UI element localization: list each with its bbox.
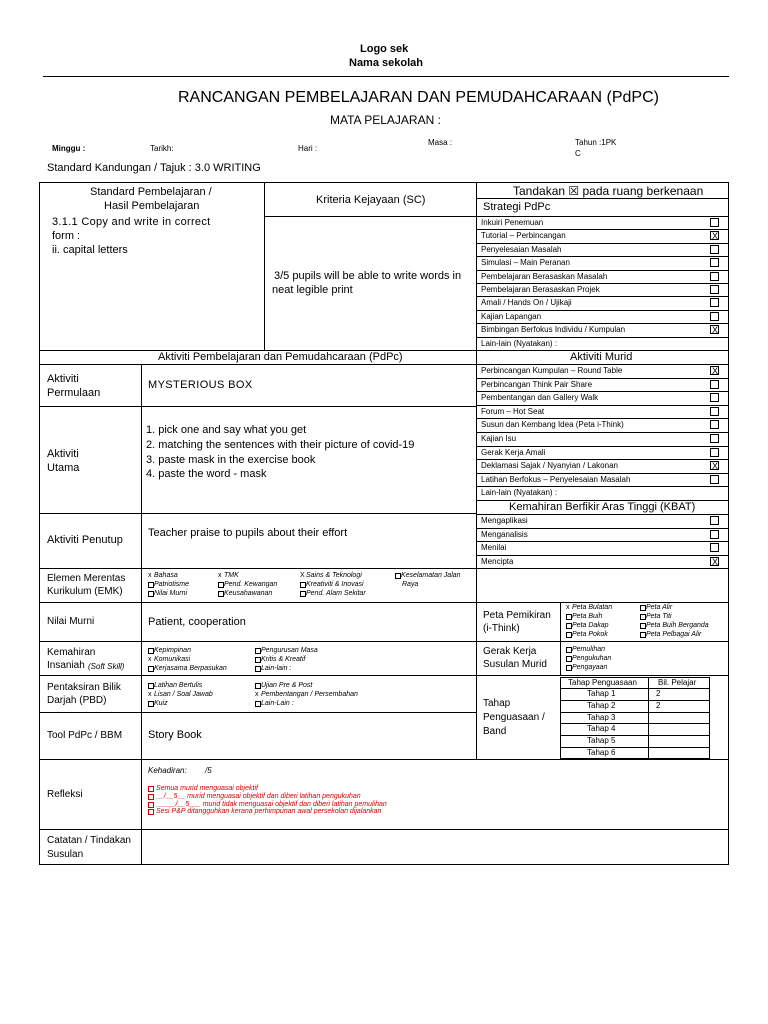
- pbd-label: Pentaksiran Bilik: [47, 682, 121, 693]
- strategi-item-label: Penyelesaian Masalah: [481, 244, 562, 254]
- insaniah-soft-skill: (Soft Skill): [88, 662, 125, 671]
- emk-item-label: Pend. Kewangan: [224, 581, 278, 588]
- hari-label: Hari :: [298, 144, 318, 153]
- tahap-row-divider: [560, 700, 710, 701]
- murid-item-label: Perbincangan Think Pair Share: [481, 379, 593, 389]
- tahap-row-level: Tahap 2: [587, 700, 616, 710]
- gerak-item-label: Pemulihan: [572, 646, 606, 653]
- nilai-text: Patient, cooperation: [148, 616, 246, 628]
- murid-item-checkbox[interactable]: [710, 420, 719, 429]
- sc-line2: neat legible print: [272, 284, 353, 296]
- standard-kandungan: Standard Kandungan / Tajuk : 3.0 WRITING: [47, 162, 261, 174]
- kehadiran-label: Kehadiran:: [148, 766, 187, 775]
- tahap-label: Tahap: [483, 698, 511, 709]
- kbat-item-checkbox[interactable]: [710, 530, 719, 539]
- permulaan-label-2: Permulaan: [47, 387, 101, 399]
- utama-line-3: 3. paste mask in the exercise book: [146, 454, 316, 466]
- tahap-row-divider: [560, 747, 710, 748]
- emk-item-label: Bahasa: [154, 572, 178, 579]
- penutup-label: Aktiviti Penutup: [47, 534, 123, 546]
- row-divider: [476, 486, 729, 487]
- murid-item-label: Susun dan Kembang Idea (Peta i-Think): [481, 420, 624, 430]
- emk-item-label: Nilai Murni: [154, 590, 188, 597]
- strategi-item-label: Pembelajaran Berasaskan Projek: [481, 285, 600, 294]
- gerak-item-label: Pengukuhan: [572, 655, 612, 662]
- tahap-col1: Tahap Penguasaan: [568, 678, 637, 687]
- nilai-label: Nilai Murni: [47, 616, 95, 627]
- strategi-item-label: Amali / Hands On / Ujikaji: [481, 298, 572, 308]
- strategi-item-checkbox[interactable]: [710, 245, 719, 254]
- strategi-item-label: Inkuiri Penemuan: [481, 218, 544, 227]
- emk-item-mark: X: [300, 572, 305, 579]
- pbd-item-label: Ujian Pre & Post: [261, 682, 313, 689]
- sp-line2: form :: [52, 230, 81, 242]
- tahap-label-3: Band: [483, 726, 507, 737]
- pbd-label-2: Darjah (PBD): [47, 695, 107, 706]
- murid-item-checkbox[interactable]: [710, 475, 719, 484]
- tahap-row-level: Tahap 6: [587, 748, 616, 757]
- kbat-item-label: Mengaplikasi: [481, 516, 528, 525]
- peta-item-label: Peta Dakap: [572, 622, 609, 629]
- page-title: RANCANGAN PEMBELAJARAN DAN PEMUDAHCARAAN (PdPC): [178, 89, 659, 106]
- emk-item-label: Keselamatan Jalan: [401, 572, 461, 579]
- strategi-item-label: Pembelajaran Berasaskan Masalah: [481, 271, 608, 281]
- refleksi-line: __/__5__ murid menguasai objektif dan diberi latihan pengukuhan: [156, 792, 361, 800]
- emk-item-label: Sains & Teknologi: [306, 572, 362, 579]
- peta-label: Peta Pemikiran: [483, 610, 551, 621]
- gerak-label: Gerak Kerja: [483, 646, 537, 657]
- murid-item-checkbox[interactable]: [710, 380, 719, 389]
- pbd-item-mark: x: [148, 691, 152, 698]
- kbat-header: Kemahiran Berfikir Aras Tinggi (KBAT): [509, 501, 696, 513]
- row-divider: [476, 473, 729, 474]
- tahap-row-level: Tahap 1: [587, 689, 616, 698]
- strategi-item-mark: X: [712, 325, 719, 336]
- refleksi-checkbox[interactable]: [148, 809, 154, 815]
- tool-label: Tool PdPc / BBM: [47, 730, 123, 741]
- murid-item-label: Kajian Isu: [481, 434, 517, 443]
- murid-item-label: Forum – Hot Seat: [481, 406, 545, 416]
- tahun-label: Tahun :1PK: [575, 138, 617, 147]
- refleksi-line: Semua murid menguasai objektif: [156, 785, 258, 792]
- row-divider: [476, 405, 729, 406]
- emk-item-label: Keusahawanan: [224, 590, 273, 597]
- tahun-label-2: C: [575, 149, 581, 158]
- row-divider: [476, 541, 729, 542]
- row-divider: [476, 418, 729, 419]
- insaniah-label-2: Insaniah: [47, 660, 85, 671]
- activity-header: Aktiviti Pembelajaran dan Pemudahcaraan (PdPc): [158, 351, 403, 363]
- strategi-item-label: Tutorial – Perbincangan: [481, 231, 566, 241]
- row-divider: [476, 243, 729, 244]
- catatan-label: Catatan / Tindakan: [47, 835, 131, 846]
- tahap-row-level: Tahap 5: [587, 736, 616, 746]
- insaniah-item-label: Pengurusan Masa: [261, 647, 318, 654]
- strategi-item-checkbox[interactable]: [710, 285, 719, 294]
- sp-line3: ii. capital letters: [52, 244, 128, 256]
- emk-item-mark: x: [218, 572, 222, 579]
- peta-item-label: Peta Buih Berganda: [646, 622, 709, 629]
- kbat-item-checkbox[interactable]: [710, 516, 719, 525]
- pbd-item-label: Kuiz: [154, 700, 168, 707]
- catatan-label-2: Susulan: [47, 849, 84, 860]
- insaniah-item-mark: x: [148, 656, 152, 663]
- permulaan-text: MYSTERIOUS BOX: [148, 379, 253, 391]
- sp-header-2: Hasil Pembelajaran: [104, 200, 200, 212]
- kbat-item-checkbox[interactable]: [710, 543, 719, 552]
- peta-item-label: Peta Buih: [572, 613, 603, 620]
- murid-item-label: Deklamasi Sajak / Nyanyian / Lakonan: [481, 461, 618, 471]
- tahap-row-divider: [560, 712, 710, 713]
- strategi-header: Strategi PdPc: [483, 201, 551, 213]
- kbat-item-label: Mencipta: [481, 556, 514, 566]
- kehadiran-value: /5: [205, 766, 212, 775]
- pbd-item-label: Lain-Lain :: [261, 700, 294, 707]
- refleksi-line: _____/__5___ murid tidak menguasai objektif dan diberi latihan pemulihan: [156, 800, 387, 808]
- sc-header: Kriteria Kejayaan (SC): [316, 194, 426, 206]
- strategi-item-label: Kajian Lapangan: [481, 311, 542, 321]
- refleksi-checkbox[interactable]: [148, 794, 154, 800]
- murid-item-label: Latihan Berfokus – Penyelesaian Masalah: [481, 474, 631, 484]
- strategi-item-checkbox[interactable]: [710, 218, 719, 227]
- permulaan-label: Aktiviti: [47, 373, 79, 385]
- minggu-label: Minggu :: [52, 144, 86, 153]
- emk-item-label: TMK: [224, 572, 239, 579]
- logo-text: Logo sek: [360, 43, 409, 55]
- strategi-item-label: Lain-lain (Nyatakan) :: [481, 338, 558, 348]
- tandakan-instruction: Tandakan ☒ pada ruang berkenaan: [513, 184, 704, 198]
- strategi-item-checkbox[interactable]: [710, 258, 719, 267]
- peta-item-label: Peta Pelbagai Alir: [646, 631, 702, 638]
- murid-item-checkbox[interactable]: [710, 434, 719, 443]
- strategi-item-checkbox[interactable]: [710, 272, 719, 281]
- row-divider: [476, 283, 729, 284]
- utama-line-4: 4. paste the word - mask: [146, 468, 267, 480]
- insaniah-label: Kemahiran: [47, 647, 96, 658]
- insaniah-item-label: Kepimpinan: [154, 647, 191, 654]
- peta-item-label: Peta Bulatan: [572, 604, 613, 611]
- emk-label: Elemen Merentas: [47, 573, 126, 584]
- murid-item-mark: X: [712, 461, 719, 472]
- row-divider: [476, 391, 729, 392]
- strategi-item-label: Bimbingan Berfokus Individu / Kumpulan: [481, 325, 626, 335]
- strategi-item-mark: X: [712, 231, 719, 242]
- plan-table: [39, 182, 729, 865]
- tahap-row-count: 2: [656, 689, 661, 698]
- tahap-row-level: Tahap 4: [587, 724, 616, 734]
- utama-line-1: 1. pick one and say what you get: [146, 424, 307, 436]
- strategi-item-checkbox[interactable]: [710, 298, 719, 307]
- peta-item-label: Peta Pokok: [572, 631, 608, 638]
- murid-item-label: Lain-lain (Nyatakan) :: [481, 488, 558, 498]
- utama-line-2: 2. matching the sentences with their picture of covid-19: [146, 439, 415, 451]
- kbat-item-label: Menganalisis: [481, 529, 528, 539]
- kbat-item-mark: X: [712, 556, 719, 567]
- utama-label: Aktiviti: [47, 448, 79, 460]
- kbat-item-label: Menilai: [481, 543, 507, 552]
- murid-item-checkbox[interactable]: [710, 393, 719, 402]
- murid-item-mark: X: [712, 366, 719, 376]
- header-divider: [43, 76, 729, 77]
- sc-line1: 3/5 pupils will be able to write words in: [274, 270, 462, 282]
- emk-item-label: Pend. Alam Sekitar: [306, 590, 366, 597]
- emk-label-2: Kurikulum (EMK): [47, 586, 123, 597]
- murid-header: Aktiviti Murid: [570, 351, 633, 363]
- peta-label-2: (i-Think): [483, 623, 520, 634]
- row-divider: [476, 256, 729, 257]
- emk-item-label: Raya: [402, 581, 419, 588]
- peta-item-mark: x: [566, 604, 570, 611]
- tool-text: Story Book: [148, 729, 202, 741]
- murid-item-label: Perbincangan Kumpulan – Round Table: [481, 366, 623, 375]
- refleksi-line: Sesi P&P ditangguhkan kerana perhimpunan awal persekolan dijalankan: [156, 808, 382, 816]
- row-divider: [476, 432, 729, 433]
- sp-header: Standard Pembelajaran /: [90, 186, 212, 198]
- murid-item-label: Gerak Kerja Amali: [481, 447, 546, 457]
- insaniah-item-label: Kerjasama Berpasukan: [154, 665, 227, 672]
- gerak-item-label: Pengayaan: [572, 664, 608, 671]
- row-divider: [476, 446, 729, 447]
- insaniah-item-label: Komunikasi: [154, 656, 191, 663]
- emk-item-label: Kreativiti & Inovasi: [306, 581, 364, 588]
- tahap-row-count: 2: [656, 700, 661, 710]
- row-divider: [476, 378, 729, 379]
- tahap-row-divider: [560, 723, 710, 724]
- row-divider: [476, 270, 729, 271]
- row-divider: [476, 296, 729, 297]
- row-divider: [476, 229, 729, 230]
- row-divider: [476, 323, 729, 324]
- peta-item-label: Peta Titi: [646, 613, 672, 620]
- emk-item-label: Patriotisme: [154, 581, 190, 588]
- row-divider: [476, 528, 729, 529]
- peta-item-label: Peta Alir: [646, 604, 673, 611]
- penutup-text: Teacher praise to pupils about their effort: [148, 527, 348, 539]
- murid-item-checkbox[interactable]: [710, 407, 719, 416]
- row-divider: [476, 310, 729, 311]
- insaniah-item-label: Kritis & Kreatif: [261, 656, 306, 663]
- murid-item-label: Pembentangan dan Gallery Walk: [481, 393, 599, 403]
- murid-item-checkbox[interactable]: [710, 448, 719, 457]
- strategi-item-label: Simulasi – Main Peranan: [481, 258, 570, 268]
- pbd-item-label: Latihan Bertulis: [154, 682, 203, 689]
- tahap-row-level: Tahap 3: [587, 712, 616, 722]
- tarikh-label: Tarikh:: [150, 144, 174, 153]
- subject-label: MATA PELAJARAN :: [330, 113, 441, 127]
- pbd-item-label: Lisan / Soal Jawab: [154, 691, 213, 698]
- gerak-label-2: Susulan Murid: [483, 659, 547, 670]
- pbd-item-mark: x: [255, 691, 259, 698]
- row-divider: [476, 555, 729, 556]
- row-divider: [476, 337, 729, 338]
- utama-label-2: Utama: [47, 462, 80, 474]
- emk-item-mark: x: [148, 572, 152, 579]
- sp-line1: 3.1.1 Copy and write in correct: [52, 216, 211, 228]
- insaniah-item-label: Lain-lain :: [261, 665, 292, 672]
- tahap-label-2: Penguasaan /: [483, 712, 545, 723]
- strategi-item-checkbox[interactable]: [710, 312, 719, 321]
- tahap-col2: Bil. Pelajar: [658, 678, 697, 687]
- tahap-row-divider: [560, 688, 710, 689]
- masa-label: Masa :: [428, 138, 453, 147]
- refleksi-checkbox[interactable]: [148, 802, 154, 808]
- refleksi-label: Refleksi: [47, 789, 83, 800]
- school-name: Nama sekolah: [349, 57, 423, 69]
- refleksi-checkbox[interactable]: [148, 786, 154, 792]
- tahap-row-divider: [560, 735, 710, 736]
- pbd-item-label: Pembentangan / Persembahan: [261, 691, 358, 698]
- row-divider: [476, 459, 729, 460]
